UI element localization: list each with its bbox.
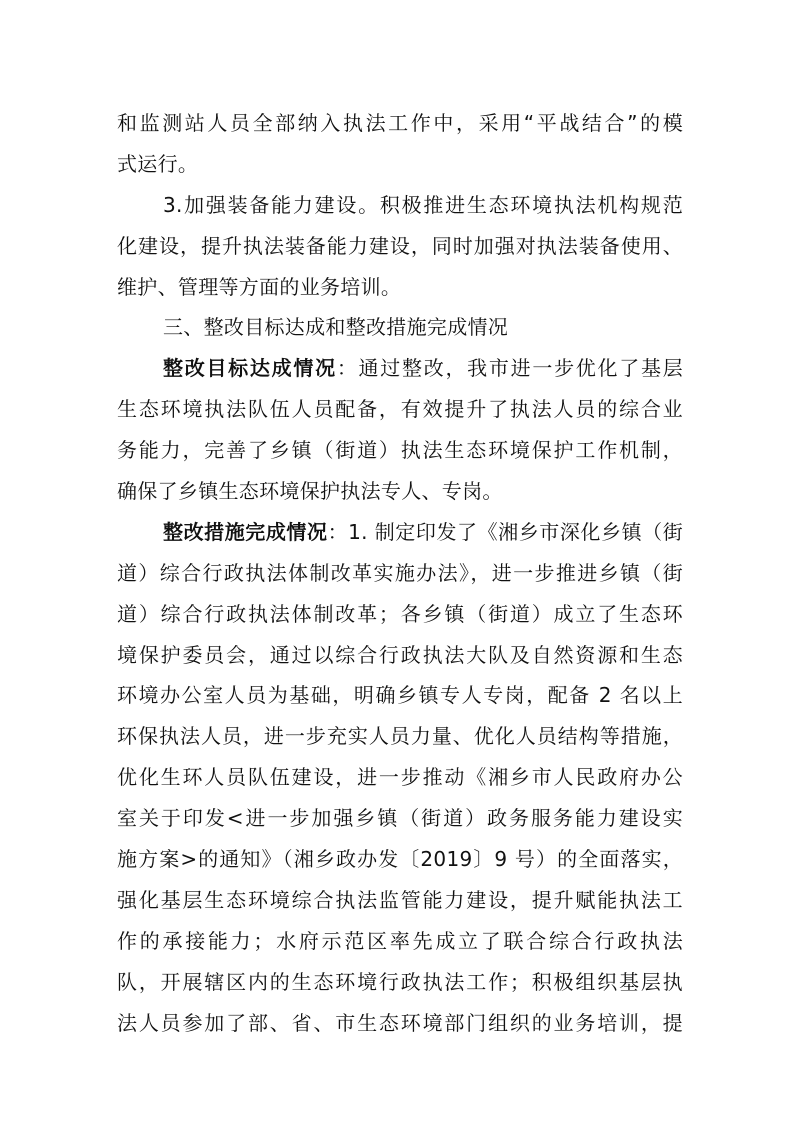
text-line (117, 471, 683, 512)
text-line (117, 226, 683, 267)
text-line (117, 267, 683, 308)
bold-heading-text: 整改措施完成情况 (163, 519, 328, 544)
text-line (117, 512, 683, 553)
text-line (117, 389, 683, 430)
line-text: 室关于印发<进一步加强乡镇（街道）政务服务能力建设实 (117, 806, 683, 831)
line-text: 强化基层生态环境综合执法监管能力建设，提升赋能执法工 (117, 887, 683, 912)
line-text: 法人员参加了部、省、市生态环境部门组织的业务培训，提 (117, 1010, 683, 1035)
line-text: 队，开展辖区内的生态环境行政执法工作；积极组织基层执 (117, 969, 683, 994)
line-text: 化建设，提升执法装备能力建设，同时加强对执法装备使用、 (117, 233, 683, 258)
text-line (117, 594, 683, 635)
line-text: 确保了乡镇生态环境保护执法专人、专岗。 (117, 479, 503, 504)
line-text: 道）综合行政执法体制改革；各乡镇（街道）成立了生态环 (117, 601, 683, 626)
text-line (117, 716, 683, 757)
text-line (117, 921, 683, 962)
line-text: 式运行。 (117, 151, 199, 176)
line-text: 道）综合行政执法体制改革实施办法》，进一步推进乡镇（街 (117, 560, 683, 585)
line-text: 务能力，完善了乡镇（街道）执法生态环境保护工作机制， (117, 438, 683, 463)
line-text: 生态环境执法队伍人员配备，有效提升了执法人员的综合业 (117, 397, 683, 422)
line-text: 维护、管理等方面的业务培训。 (117, 274, 402, 299)
line-text: 环境办公室人员为基础，明确乡镇专人专岗，配备 2 名以上 (117, 683, 683, 708)
document-body (117, 103, 683, 1043)
bold-heading-text: 整改目标达成情况 (163, 356, 337, 381)
text-line (117, 103, 683, 144)
line-text: 3.加强装备能力建设。积极推进生态环境执法机构规范 (163, 192, 683, 217)
line-text: 境保护委员会，通过以综合行政执法大队及自然资源和生态 (117, 642, 683, 667)
text-line (117, 307, 683, 348)
line-text: 优化生环人员队伍建设，进一步推动《湘乡市人民政府办公 (117, 765, 683, 790)
line-text: ：通过整改，我市进一步优化了基层 (336, 356, 683, 381)
line-text: 三、整改目标达成和整改措施完成情况 (163, 315, 509, 340)
text-line (117, 553, 683, 594)
text-line (117, 757, 683, 798)
line-text: ：1. 制定印发了《湘乡市深化乡镇（街 (327, 519, 684, 544)
text-line (117, 798, 683, 839)
text-line (117, 880, 683, 921)
line-text: 施方案>的通知》（湘乡政办发〔2019〕9 号）的全面落实， (117, 847, 683, 872)
text-line (117, 1003, 683, 1044)
line-text: 环保执法人员，进一步充实人员力量、优化人员结构等措施， (117, 724, 683, 749)
text-line (117, 635, 683, 676)
text-line (117, 348, 683, 389)
text-line (117, 839, 683, 880)
text-line (117, 185, 683, 226)
text-line (117, 430, 683, 471)
line-text: 作的承接能力；水府示范区率先成立了联合综合行政执法 (117, 928, 683, 953)
text-line (117, 144, 683, 185)
text-line (117, 675, 683, 716)
line-text: 和监测站人员全部纳入执法工作中，采用“平战结合”的模 (117, 111, 683, 135)
text-line (117, 962, 683, 1003)
